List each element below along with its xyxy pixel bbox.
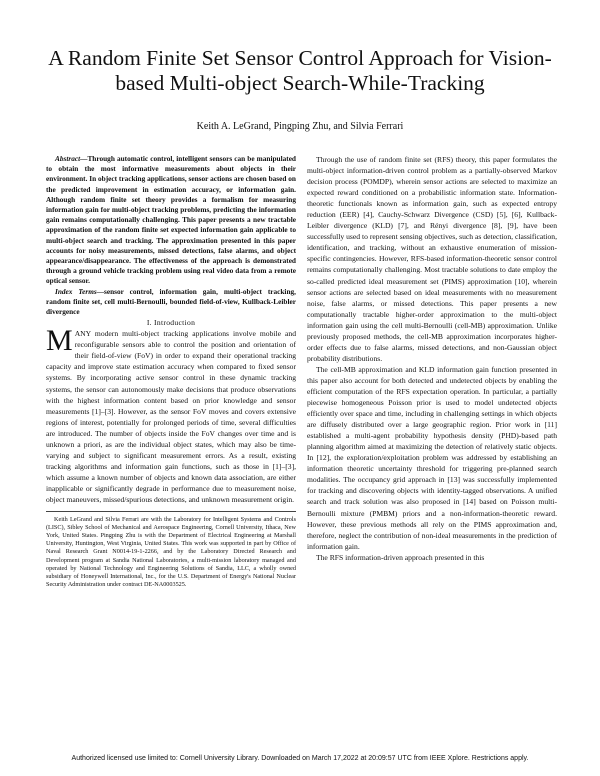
abstract-lead: Abstract	[55, 154, 81, 163]
license-watermark: Authorized licensed use limited to: Cornell University Library. Downloaded on March 17,2022 at 20:09:57 UTC from IEEE Xplore. Restrictions apply.	[71, 755, 529, 762]
intro-paragraph	[46, 324, 296, 505]
abstract	[46, 154, 296, 287]
body-paragraph-3: The RFS information-driven approach presented in this	[316, 552, 485, 562]
index-terms	[46, 287, 296, 318]
footnote-divider	[46, 511, 296, 512]
abstract-body: —Through automatic control, intelligent sensors can be manipulated to obtain the most informative measurements about objects in their environment. In object tracking applications, sensor actions are chosen based on the predicted improvement in estimation accuracy, or information gain. Although random finite set theory provides a formalism for measuring information gain for multi-object tracking problems, predicting the information gain remains computationally challenging. This paper presents a new tractable approximation of the random finite set expected information gain applicable to multi-object search and tracking. The approximation presented in this paper accounts for noisy measurements, missed detections, false alarms, and object appearance/disappearance. The effectiveness of the approach is demonstrated through a ground vehicle tracking problem using real video data from a remote optical sensor.	[46, 154, 296, 286]
body-paragraph-1: Through the use of random finite set (RFS) theory, this paper formulates the multi-object information-driven control problem as a partially-observed Markov decision process (POMDP), wherein sensor actions are selected to maximize an expected reward conditioned on a probabilistic information state. Information-theoretic functionals known as information gain, such as expected entropy reduction (EER) [4], Cauchy-Schwarz Divergence (CSD) [5], [6], Kullback-Leibler divergence (KLD) [7], and Rényi divergence [8], [9], have been successfully used to represent sensing objectives, such as detection, classification, identification, and tracking, without an exhaustive enumeration of mission-specific contingencies. However, RFS-based information-theoretic sensor control remains computationally challenging. Most tractable solutions to date employ the so-called predicted ideal measurement set (PIMS) approximation [10], wherein sensor actions are selected based on ideal measurements with no measurement noise, false alarms, or missed detections. This paper presents a new computationally tractable higher-order approximation to the multi-object information gain using the cell multi-Bernoulli (cell-MB) approximation. Unlike previously proposed methods, the cell-MB approximation incorporates higher-order effects due to false alarms, missed detections, and non-Gaussian object probability distributions.	[307, 155, 557, 363]
intro-smallcaps: ANY	[74, 329, 91, 339]
intro-paragraph-text: modern multi-object tracking applications involve mobile and reconfigurable sensors able to control the position and orientation of their field-of-view (FoV) in order to expand their operational tracking capacity and improve state estimation accuracy when compared to fixed sensor systems. By incorporating active sensor control in these dynamic tracking systems, the sensor can autonomously make decisions that produce observations with the highest information content based on prior knowledge and sensor measurements [1]–[3]. However, as the sensor FoV moves and covers extensive regions of interest, potentially for prolonged periods of time, several difficulties are introduced. The number of objects inside the FoV changes over time and is unknown a priori, as are the individual object states, which may also be time-varying and subject to significant measurement errors. As a result, existing tracking algorithms and information gain functions, such as those in [1]–[3], which assume a known number of objects and known data association, are either inapplicable or significantly degrade in performance due to measurement noise, object maneuvers, missed/spurious detections, and unknown measurement origin.	[46, 329, 296, 504]
footnote-text: Keith LeGrand and Silvia Ferrari are with the Laboratory for Intelligent Systems and Controls (LISC), Sibley School of Mechanical and Aerospace Engineering, Cornell University, Ithaca, New York, United States. Pingping Zhu is with the Department of Electrical Engineering at Marshall University, Huntington, West Virginia, United States. This work was supported in part by Office of Naval Research Grant N0014-19-1-2266, and by the Laboratory Directed Research and Development program at Sandia National Laboratories, a multi-mission laboratory managed and operated by National Technology and Engineering Solutions of Sandia, LLC, a wholly owned subsidiary of Honeywell International, Inc., for the U.S. Department of Energy's National Nuclear Security Administration under contract DE-NA0003525.	[46, 516, 296, 588]
author-list: Keith A. LeGrand, Pingping Zhu, and Silvia Ferrari	[196, 121, 404, 132]
index-terms-lead: Index Terms	[55, 286, 97, 296]
right-column	[307, 154, 557, 563]
dropcap-letter: M	[46, 324, 73, 358]
section-heading-introduction: I. Introduction	[146, 318, 196, 328]
left-column	[46, 154, 296, 589]
footnote	[46, 516, 296, 589]
body-paragraph-2: The cell-MB approximation and KLD information gain function presented in this paper also account for both detected and undetected objects by enabling the efficient computation of the RFS expectation operation. In particular, a partially piecewise homogeneous Poisson prior is used to model undetected objects efficiently over space and time, including in challenging settings in which objects are diffusely distributed over a large geographic region. Prior work in [11] established a multi-agent probability hypothesis density (PHD)-based path planning algorithm aimed at maximizing the detection of relatively static objects. In [12], the exploration/exploitation problem was addressed by establishing an information theoretic uncertainty threshold for triggering pre-planned search modalities. The occupancy grid approach in [13] was successfully implemented for tracking and discovering objects with identity-tagged observations. A unified search and track solution was also proposed in [14] based on Poisson multi-Bernoulli mixture (PMBM) priors and a non-information-theoretic reward. However, these previous methods all rely on the PIMS approximation and, therefore, neglect the contribution of non-ideal measurements in the prediction of information gain.	[307, 364, 557, 551]
paper-title: A Random Finite Set Sensor Control Approach for Vision-based Multi-object Search-While-Tracking	[48, 46, 552, 95]
index-terms-body: —sensor control, information gain, multi-object tracking, random finite set, cell multi-Bernoulli, bounded field-of-view, Kullback-Leibler divergence	[46, 286, 296, 317]
